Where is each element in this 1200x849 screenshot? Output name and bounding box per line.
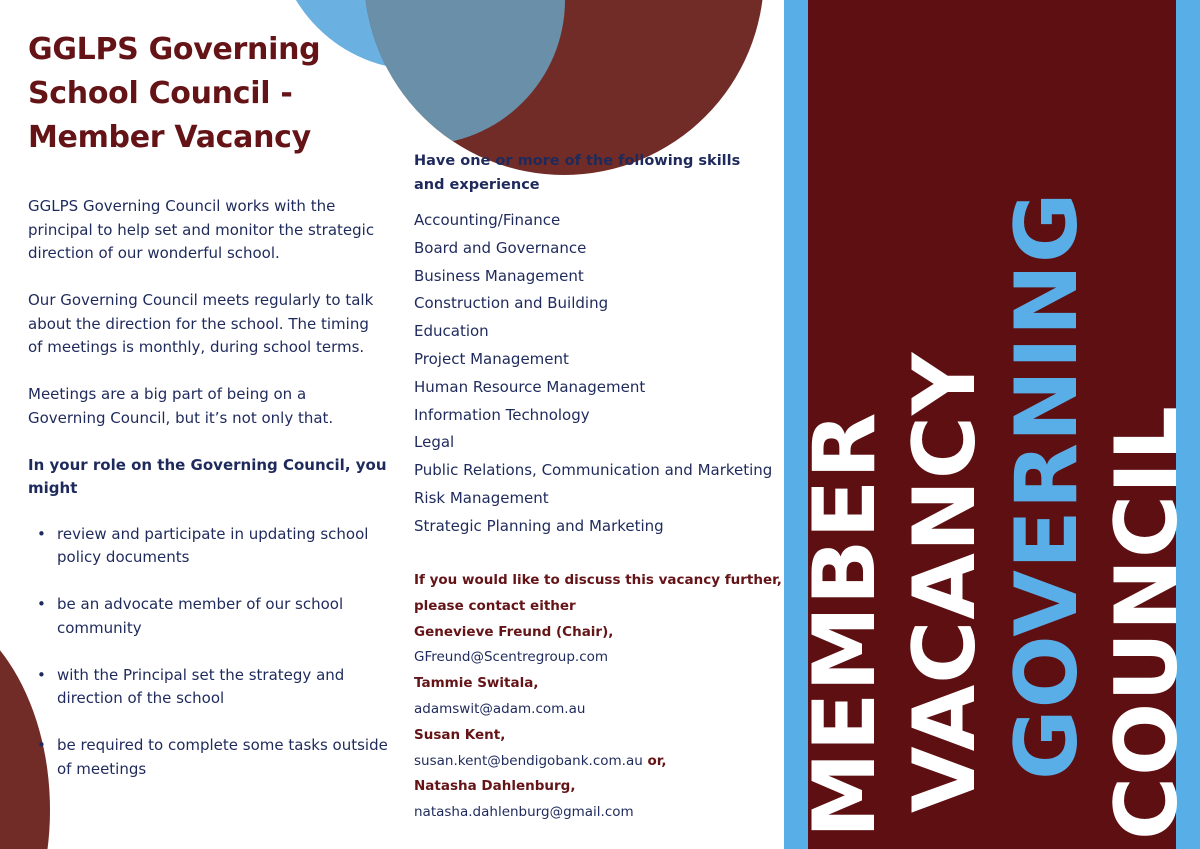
skill-item: Education [414,322,489,341]
contact-name: Susan Kent, [414,726,506,743]
intro-paragraph: Meetings are a big part of being on a Governing Council, but it’s not only that. [28,385,334,427]
skills-heading: Have one or more of the following skills and experience [414,153,741,193]
bullet-icon: • [37,524,46,543]
skill-item: Information Technology [414,405,590,424]
role-list [28,523,388,782]
contact-cta: If you would like to discuss this vacancy further, please contact either [414,572,782,614]
role-list-item [28,593,388,640]
role-item-text: review and participate in updating school policy documents [57,524,369,566]
skills-list [414,207,774,541]
skills-column [414,149,774,541]
role-list-item [28,523,388,570]
contact-email[interactable]: natasha.dahlenburg@gmail.com [414,804,634,821]
role-item-text: be an advocate member of our school community [57,595,344,637]
bullet-icon: • [37,736,46,754]
banner-council-text: COUNCIL [1097,405,1197,840]
contact-section [414,568,784,826]
contact-email[interactable]: adamswit@adam.com.au [414,700,586,717]
contact-name: Genevieve Freund (Chair), [414,623,614,640]
banner-vacancy-text: VACANCY [895,351,995,813]
contact-email-row [414,749,784,775]
role-item-text: be required to complete some tasks outside of meetings [57,736,388,778]
intro-paragraph: GGLPS Governing Council works with the principal to help set and monitor the strategic direction of our wonderful school. [28,197,375,262]
role-item-text: with the Principal set the strategy and direction of the school [57,665,345,707]
skill-item: Business Management [414,266,584,285]
contact-name: Tammie Switala, [414,675,539,692]
role-heading: In your role on the Governing Council, you might [28,455,387,497]
skill-item: Project Management [414,349,569,368]
bullet-icon: • [37,665,46,684]
contact-email[interactable]: susan.kent@bendigobank.com.au [414,752,643,769]
intro-column [28,195,388,805]
skill-item: Human Resource Management [414,377,646,396]
skill-item: Accounting/Finance [414,211,561,229]
banner-governing-text: GOVERNING [997,191,1097,780]
page-title: GGLPS Governing School Council - Member Vacancy [28,32,321,155]
banner-member-text: MEMBER [795,411,895,838]
role-list-item [28,664,388,711]
skill-item: Legal [414,433,455,452]
contact-name: Natasha Dahlenburg, [414,778,576,795]
contact-email[interactable]: GFreund@Scentregroup.com [414,649,609,666]
skill-item: Construction and Building [414,294,609,313]
skill-item: Public Relations, Communication and Marketing [414,461,773,480]
skill-item: Board and Governance [414,238,587,257]
skill-item: Strategic Planning and Marketing [414,516,664,535]
intro-paragraph: Our Governing Council meets regularly to talk about the direction for the school. The timing of meetings is monthly, during school terms. [28,291,374,356]
bullet-icon: • [37,595,46,613]
contact-suffix: or, [642,752,667,769]
skill-item: Risk Management [414,488,549,507]
role-list-item [28,734,388,781]
